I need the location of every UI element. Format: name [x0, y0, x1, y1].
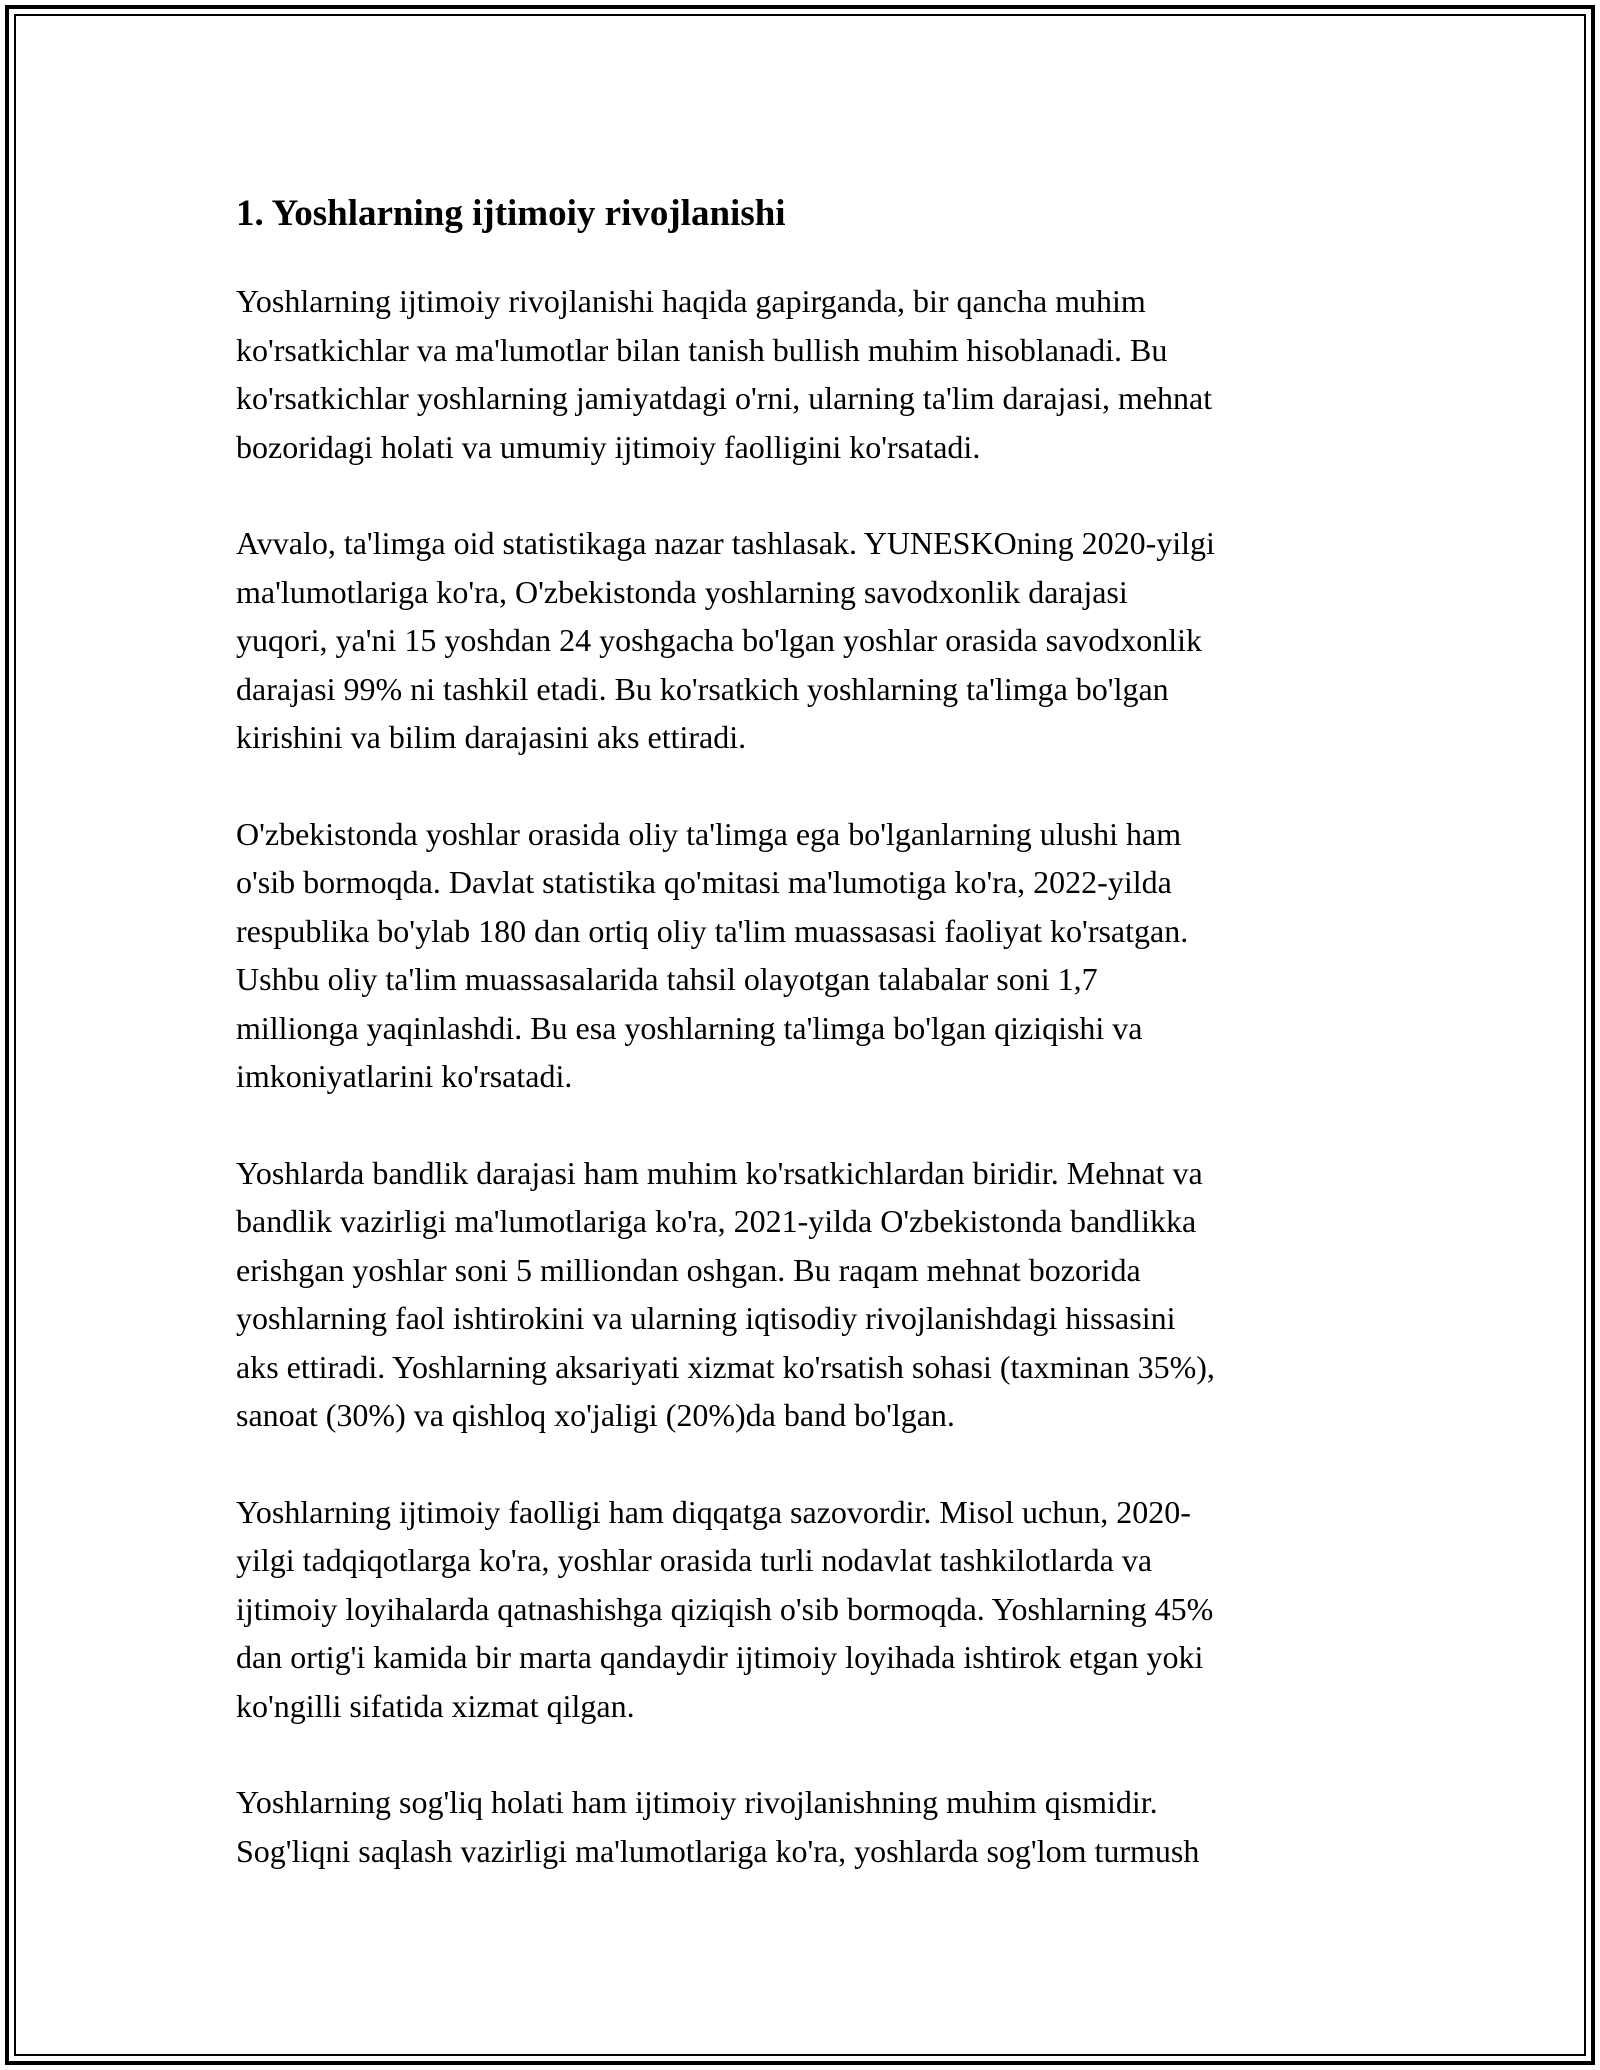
paragraph-higher-education: O'zbekistonda yoshlar orasida oliy ta'limga ega bo'lganlarning ulushi ham o'sib bormoqda. Davlat statistika qo'mitasi ma'lumotiga ko'ra, 2022-yilda respublika bo'ylab 180 dan ortiq oliy ta'lim muassasasi faoliyat ko'rsatgan. Ushbu oliy ta'lim muassasalarida tahsil olayotgan talabalar soni 1,7 millionga yaqinlashdi. Bu esa yoshlarning ta'limga bo'lgan qiziqishi va imkoniyatlarini ko'rsatadi.	[236, 815, 1189, 1094]
paragraph-intro: Yoshlarning ijtimoiy rivojlanishi haqida gapirganda, bir qancha muhim ko'rsatkichlar va ma'lumotlar bilan tanish bullish muhim hisoblanadi. Bu ko'rsatkichlar yoshlarning jamiyatdagi o'rni, ularning ta'lim darajasi, mehnat bozoridagi holati va umumiy ijtimoiy faolligini ko'rsatadi.	[236, 283, 1213, 465]
section-heading: 1. Yoshlarning ijtimoiy rivojlanishi	[236, 193, 786, 234]
paragraph-health: Yoshlarning sog'liq holati ham ijtimoiy rivojlanishning muhim qismidir. Sog'liqni saqlash vazirligi ma'lumotlariga ko'ra, yoshlarda sog'lom turmush	[236, 1784, 1200, 1869]
document-body	[236, 185, 1371, 1923]
paragraph-social-activity: Yoshlarning ijtimoiy faolligi ham diqqatga sazovordir. Misol uchun, 2020- yilgi tadqiqotlarga ko'ra, yoshlar orasida turli nodavlat tashkilotlarda va ijtimoiy loyihalarda qatnashishga qiziqish o'sib bormoqda. Yoshlarning 45% dan ortig'i kamida bir marta qandaydir ijtimoiy loyihada ishtirok etgan yoki ko'ngilli sifatida xizmat qilgan.	[236, 1493, 1214, 1724]
paragraph-literacy: Avvalo, ta'limga oid statistikaga nazar tashlasak. YUNESKOning 2020-yilgi ma'lumotlariga ko'ra, O'zbekistonda yoshlarning savodxonlik darajasi yuqori, ya'ni 15 yoshdan 24 yoshgacha bo'lgan yoshlar orasida savodxonlik darajasi 99% ni tashkil etadi. Bu ko'rsatkich yoshlarning ta'limga bo'lgan kirishini va bilim darajasini aks ettiradi.	[236, 525, 1215, 755]
paragraph-employment: Yoshlarda bandlik darajasi ham muhim ko'rsatkichlardan biridir. Mehnat va bandlik vazirligi ma'lumotlariga ko'ra, 2021-yilda O'zbekistonda bandlikka erishgan yoshlar soni 5 milliondan oshgan. Bu raqam mehnat bozorida yoshlarning faol ishtirokini va ularning iqtisodiy rivojlanishdagi hissasini aks ettiradi. Yoshlarning aksariyati xizmat ko'rsatish sohasi (taxminan 35%), sanoat (30%) va qishloq xo'jaligi (20%)da band bo'lgan.	[236, 1154, 1215, 1433]
